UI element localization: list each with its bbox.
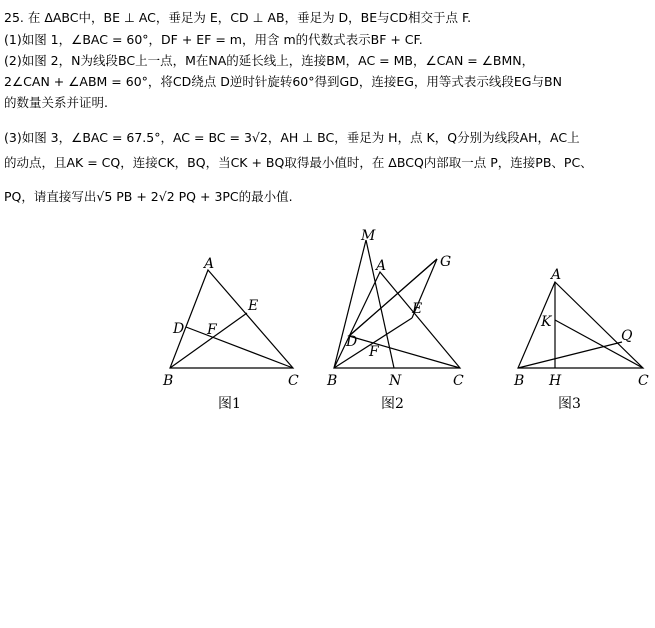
fig1-segment-cd [186, 327, 293, 368]
fig2-label-d: D [346, 334, 358, 350]
fig3-label-k: K [541, 314, 552, 330]
fig3-caption: 图3 [558, 396, 581, 412]
fig2-label-b: B [327, 373, 338, 389]
figure-3 [518, 282, 643, 368]
fig3-label-b: B [514, 373, 525, 389]
fig2-segment-cd [349, 336, 460, 368]
fig1-label-e: E [248, 298, 259, 314]
fig3-label-c: C [638, 373, 649, 389]
problem-line-2: (1)如图 1，∠BAC = 60°，DF + EF = m，用含 m的代数式表示BF + CF. [4, 32, 423, 47]
fig2-label-f: F [369, 344, 379, 360]
fig3-label-a: A [551, 267, 562, 283]
fig2-label-n: N [389, 373, 402, 389]
figure-1 [170, 270, 293, 368]
fig1-triangle-abc [170, 270, 293, 368]
fig2-triangle-abc [334, 272, 460, 368]
fig2-caption: 图2 [381, 396, 404, 412]
problem-line-7: 的动点，且AK = CQ，连接CK，BQ，当CK + BQ取得最小值时，在 ΔBCQ内部取一点 P，连接PB、PC、 [4, 155, 593, 170]
problem-line-4: 2∠CAN + ∠ABM = 60°，将CD绕点 D逆时针旋转60°得到GD，连接EG，用等式表示线段EG与BN [4, 74, 562, 89]
problem-line-6: (3)如图 3，∠BAC = 67.5°，AC = BC = 3√2，AH ⊥ BC，垂足为 H，点 K，Q分别为线段AH，AC上 [4, 130, 580, 145]
problem-line-5: 的数量关系并证明. [4, 95, 108, 110]
fig2-label-g: G [440, 254, 452, 270]
fig1-label-b: B [163, 373, 174, 389]
fig2-label-c: C [453, 373, 464, 389]
problem-line-3: (2)如图 2，N为线段BC上一点，M在NA的延长线上，连接BM，AC = MB，∠CAN = ∠BMN， [4, 53, 535, 68]
fig1-label-c: C [288, 373, 299, 389]
fig1-caption: 图1 [218, 396, 241, 412]
fig3-label-q: Q [621, 328, 633, 344]
fig2-label-m: M [361, 228, 376, 244]
fig1-label-d: D [173, 321, 185, 337]
fig3-segment-bq [518, 342, 622, 368]
fig2-label-a: A [376, 258, 387, 274]
fig2-label-e: E [412, 301, 423, 317]
fig3-triangle-abc [518, 282, 643, 368]
fig1-label-a: A [204, 256, 215, 272]
fig1-label-f: F [207, 322, 217, 338]
problem-line-8: PQ，请直接写出√5 PB + 2√2 PQ + 3PC的最小值. [4, 189, 293, 204]
problem-line-1: 25. 在 ΔABC中，BE ⊥ AC，垂足为 E，CD ⊥ AB，垂足为 D，BE与CD相交于点 F. [4, 10, 472, 25]
fig3-label-h: H [549, 373, 562, 389]
